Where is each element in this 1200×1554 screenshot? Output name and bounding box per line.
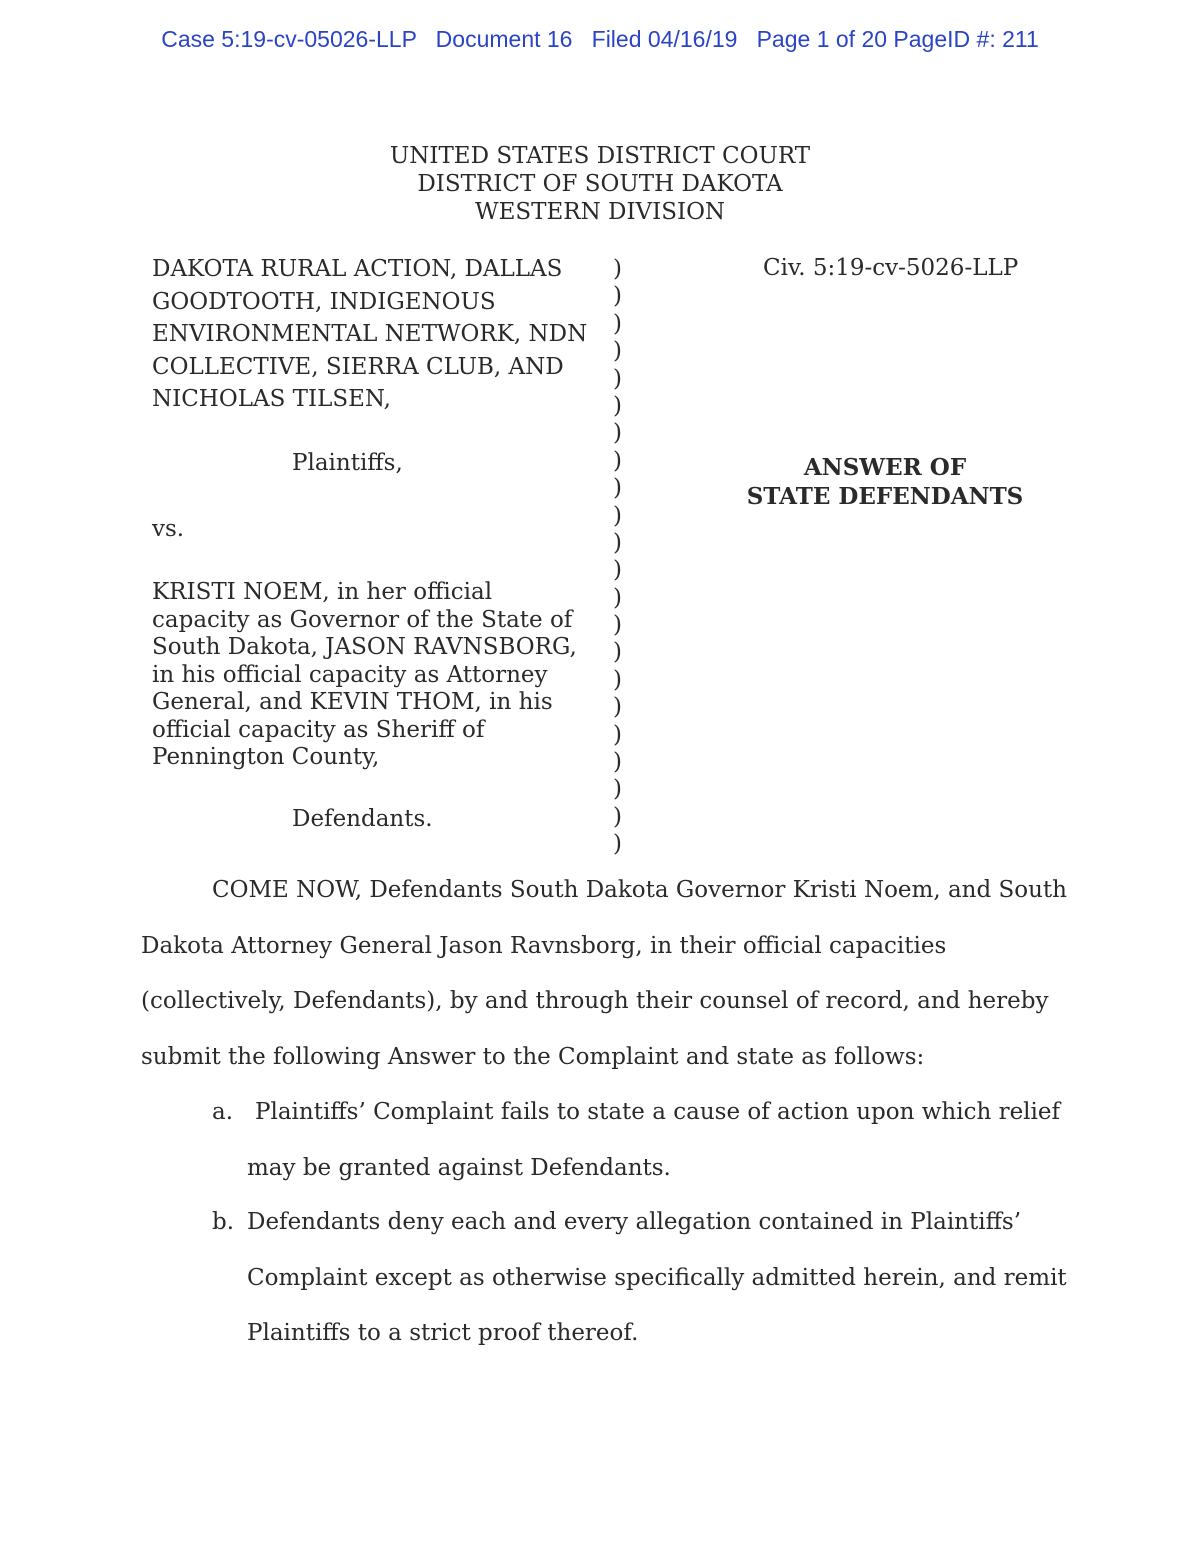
court-division: WESTERN DIVISION xyxy=(474,199,726,225)
caption-paren: ) xyxy=(613,283,622,310)
caption-separator-column xyxy=(613,256,633,859)
case-number: Civ. 5:19-cv-5026-LLP xyxy=(763,255,1019,281)
document-title xyxy=(740,453,1030,511)
caption-paren: ) xyxy=(613,365,622,392)
caption-paren: ) xyxy=(613,612,622,639)
intro-line: Dakota Attorney General Jason Ravnsborg, in their official capacities xyxy=(141,932,947,959)
defendants-line: Pennington County, xyxy=(152,744,380,770)
defendants-line: South Dakota, JASON RAVNSBORG, xyxy=(152,634,577,660)
list-item-b xyxy=(212,1195,1067,1362)
caption-paren: ) xyxy=(613,475,622,502)
caption-paren: ) xyxy=(613,557,622,584)
caption-paren: ) xyxy=(613,338,622,365)
plaintiffs-label: Plaintiffs, xyxy=(292,450,403,476)
plaintiffs-line: ENVIRONMENTAL NETWORK, NDN xyxy=(152,321,588,347)
document-title-line: STATE DEFENDANTS xyxy=(746,483,1024,510)
caption-paren: ) xyxy=(613,310,622,337)
defendants-line: official capacity as Sheriff of xyxy=(152,716,485,743)
caption-paren: ) xyxy=(613,420,622,447)
caption-paren: ) xyxy=(613,447,622,474)
defendants-names xyxy=(152,579,577,772)
caption-paren: ) xyxy=(613,776,622,803)
caption-paren: ) xyxy=(613,831,622,858)
caption-paren: ) xyxy=(613,803,622,830)
plaintiffs-line: DAKOTA RURAL ACTION, DALLAS xyxy=(152,256,563,282)
list-marker: a. xyxy=(212,1099,234,1125)
caption-paren: ) xyxy=(613,502,622,529)
caption-paren: ) xyxy=(613,749,622,776)
intro-line: (collectively, Defendants), by and through their counsel of record, and hereby xyxy=(141,988,1049,1014)
filing-header-stamp: Case 5:19-cv-05026-LLP Document 16 Filed 04/16/19 Page 1 of 20 PageID #: 211 xyxy=(161,26,1039,52)
defendants-line: KRISTI NOEM, in her official xyxy=(152,579,493,605)
defendants-line: in his official capacity as Attorney xyxy=(152,661,548,688)
court-name: UNITED STATES DISTRICT COURT xyxy=(389,143,811,169)
versus-label: vs. xyxy=(152,516,185,542)
plaintiffs-line: COLLECTIVE, SIERRA CLUB, AND xyxy=(152,353,564,380)
caption-paren: ) xyxy=(613,721,622,748)
caption-paren: ) xyxy=(613,392,622,419)
defendants-line: capacity as Governor of the State of xyxy=(152,606,573,633)
caption-paren: ) xyxy=(613,694,622,721)
caption-paren: ) xyxy=(613,256,622,282)
list-item-text: Plaintiffs’ Complaint fails to state a cause of action upon which relief xyxy=(255,1099,1061,1125)
list-item-a xyxy=(212,1085,1060,1196)
plaintiffs-names xyxy=(152,253,587,416)
caption-paren: ) xyxy=(613,666,622,693)
list-item-text: may be granted against Defendants. xyxy=(247,1154,671,1181)
plaintiffs-line: GOODTOOTH, INDIGENOUS xyxy=(152,288,496,315)
caption-paren: ) xyxy=(613,639,622,666)
intro-line: submit the following Answer to the Complaint and state as follows: xyxy=(141,1043,925,1070)
caption-paren: ) xyxy=(613,529,622,556)
list-marker: b. xyxy=(212,1209,235,1235)
defendants-label: Defendants. xyxy=(292,806,433,832)
intro-paragraph xyxy=(141,863,1067,1085)
intro-line: COME NOW, Defendants South Dakota Governor Kristi Noem, and South xyxy=(212,877,1067,903)
defendants-line: General, and KEVIN THOM, in his xyxy=(152,689,553,715)
list-item-text: Plaintiffs to a strict proof thereof. xyxy=(247,1320,639,1346)
court-district: DISTRICT OF SOUTH DAKOTA xyxy=(417,171,783,197)
list-item-text: Complaint except as otherwise specifically admitted herein, and remit xyxy=(247,1264,1067,1291)
plaintiffs-line: NICHOLAS TILSEN, xyxy=(152,386,391,412)
document-title-line: ANSWER OF xyxy=(803,454,967,481)
list-item-text: Defendants deny each and every allegation contained in Plaintiffs’ xyxy=(247,1209,1022,1235)
court-heading xyxy=(0,142,1200,226)
caption-paren: ) xyxy=(613,584,622,611)
